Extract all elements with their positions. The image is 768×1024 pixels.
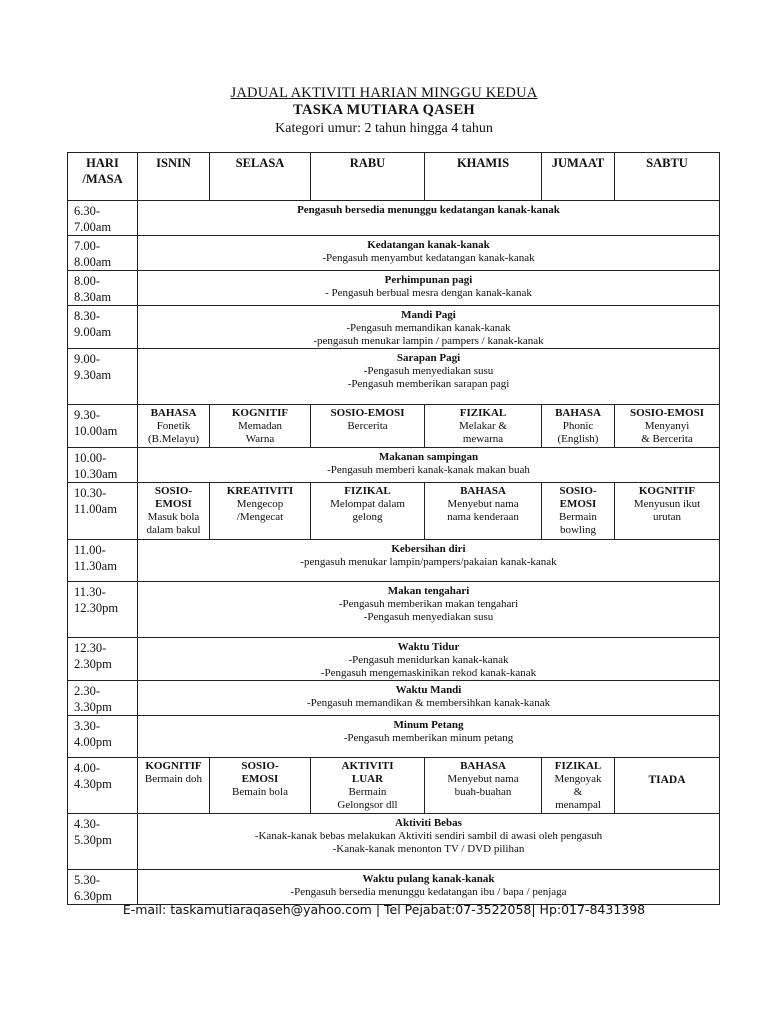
activity-desc: Gelongsor dll (337, 799, 398, 811)
activity-rabu (311, 758, 425, 814)
table-row (68, 638, 720, 681)
activity-khamis (425, 758, 542, 814)
activity-cell (138, 814, 720, 870)
activity-title: Waktu pulang kanak-kanak (362, 873, 495, 885)
activity-desc: bowling (559, 524, 597, 536)
activity-cell (138, 306, 720, 349)
activity-cell (138, 271, 720, 306)
activity-desc: mewarna (462, 433, 504, 445)
activity-desc: buah-buahan (454, 786, 512, 798)
activity-desc: /Mengecat (236, 511, 284, 523)
activity-desc: Phonic (562, 420, 594, 432)
activity-desc: (English) (557, 433, 599, 445)
header-row (68, 153, 720, 201)
table-row (68, 448, 720, 483)
activity-category: EMOSI (155, 498, 192, 510)
header-jumaat: JUMAAT (542, 153, 615, 201)
activity-desc: urutan (652, 511, 682, 523)
activity-desc: (B.Melayu) (147, 433, 199, 445)
activity-category: KREATIVITI (226, 485, 294, 497)
table-row (68, 236, 720, 271)
table-row (68, 758, 720, 814)
table-row (68, 201, 720, 236)
activity-category: KOGNITIF (638, 485, 696, 497)
header-hari-masa: HARI /MASA (68, 153, 138, 201)
activity-title: Aktiviti Bebas (395, 817, 462, 829)
time-cell: 9.00-9.30am (68, 349, 138, 405)
activity-desc: Menyebut nama (447, 498, 519, 510)
activity-category: TIADA (648, 774, 686, 786)
activity-sabtu (615, 758, 720, 814)
time-cell: 6.30-7.00am (68, 201, 138, 236)
time-cell: 12.30-2.30pm (68, 638, 138, 681)
activity-desc: Mengecop (236, 498, 284, 510)
activity-cell (138, 681, 720, 716)
activity-desc: Bemain bola (232, 786, 288, 798)
time-cell: 10.00-10.30am (68, 448, 138, 483)
activity-cell (138, 236, 720, 271)
document-title: JADUAL AKTIVITI HARIAN MINGGU KEDUA (230, 85, 538, 101)
activity-category: SOSIO-EMOSI (330, 407, 405, 419)
activity-line: -Pengasuh menyediakan susu (363, 365, 494, 377)
activity-desc: menampal (555, 799, 601, 811)
activity-rabu (311, 483, 425, 540)
activity-line: -Pengasuh memandikan & membersihkan kanak-kanak (306, 697, 551, 709)
activity-rabu (311, 405, 425, 448)
activity-selasa (210, 405, 311, 448)
activity-category: SOSIO-EMOSI (630, 407, 704, 419)
time-cell: 8.00-8.30am (68, 271, 138, 306)
time-cell: 2.30-3.30pm (68, 681, 138, 716)
activity-title: Perhimpunan pagi (384, 274, 473, 286)
table-row (68, 306, 720, 349)
activity-category: AKTIVITI (341, 760, 394, 772)
activity-desc: & (573, 786, 583, 798)
header-khamis: KHAMIS (425, 153, 542, 201)
activity-jumaat (542, 483, 615, 540)
activity-line: -Pengasuh menidurkan kanak-kanak (348, 654, 509, 666)
activity-desc: Bermain (348, 786, 387, 798)
activity-category: BAHASA (460, 760, 506, 772)
time-cell: 4.00-4.30pm (68, 758, 138, 814)
activity-category: LUAR (351, 773, 384, 785)
activity-line: -Pengasuh memberikan makan tengahari (338, 598, 519, 610)
activity-line: -Kanak-kanak menonton TV / DVD pilihan (332, 843, 525, 855)
activity-title: Makanan sampingan (378, 451, 479, 463)
activity-cell (138, 448, 720, 483)
header-selasa: SELASA (210, 153, 311, 201)
header-sabtu: SABTU (615, 153, 720, 201)
activity-title: Mandi Pagi (401, 309, 456, 321)
activity-desc: Menyanyi (644, 420, 690, 432)
time-cell: 3.30-4.00pm (68, 716, 138, 758)
activity-cell (138, 638, 720, 681)
activity-jumaat (542, 405, 615, 448)
activity-line: -Pengasuh menyediakan susu (363, 611, 494, 623)
activity-selasa (210, 758, 311, 814)
activity-isnin (138, 758, 210, 814)
activity-desc: Menyusun ikut (633, 498, 701, 510)
activity-line: -pengasuh menukar lampin / pampers / kanak-kanak (313, 335, 544, 347)
time-cell: 9.30-10.00am (68, 405, 138, 448)
activity-desc: Masuk bola (147, 511, 200, 523)
activity-desc: Melompat dalam (330, 498, 405, 510)
activity-cell (138, 349, 720, 405)
table-row (68, 483, 720, 540)
activity-desc: gelong (352, 511, 383, 523)
activity-desc: Memadan (238, 420, 282, 432)
activity-line: -Pengasuh menyambut kedatangan kanak-kanak (322, 252, 535, 264)
activity-cell (138, 716, 720, 758)
activity-selasa (210, 483, 311, 540)
time-cell: 11.30-12.30pm (68, 582, 138, 638)
activity-category: SOSIO- (241, 760, 279, 772)
time-cell: 5.30-6.30pm (68, 870, 138, 905)
time-cell: 8.30-9.00am (68, 306, 138, 349)
table-row (68, 349, 720, 405)
activity-category: KOGNITIF (145, 760, 202, 772)
activity-desc: Mengoyak (554, 773, 602, 785)
activity-title: Pengasuh bersedia menunggu kedatangan kanak-kanak (297, 204, 560, 216)
activity-category: SOSIO- (154, 485, 193, 497)
activity-desc: & Bercerita (641, 433, 693, 445)
table-row (68, 582, 720, 638)
activity-title: Waktu Tidur (397, 641, 460, 653)
activity-isnin (138, 405, 210, 448)
activity-category: KOGNITIF (231, 407, 289, 419)
activity-khamis (425, 405, 542, 448)
header-rabu: RABU (311, 153, 425, 201)
activity-cell (138, 870, 720, 905)
activity-desc: Warna (245, 433, 275, 445)
table-row (68, 540, 720, 582)
activity-title: Sarapan Pagi (396, 352, 461, 364)
table-row (68, 405, 720, 448)
activity-desc: Menyebut nama (447, 773, 519, 785)
activity-category: BAHASA (555, 407, 601, 419)
activity-cell (138, 582, 720, 638)
time-cell: 11.00-11.30am (68, 540, 138, 582)
activity-title: Waktu Mandi (395, 684, 462, 696)
age-category: Kategori umur: 2 tahun hingga 4 tahun (275, 121, 493, 136)
activity-category: SOSIO- (559, 485, 597, 497)
activity-desc: Melakar & (459, 420, 507, 432)
activity-cell (138, 201, 720, 236)
activity-line: -Pengasuh mengemaskinikan rekod kanak-kanak (320, 667, 537, 679)
table-row (68, 716, 720, 758)
activity-sabtu (615, 483, 720, 540)
activity-category: FIZIKAL (554, 760, 602, 772)
activity-desc: Fonetik (156, 420, 191, 432)
activity-desc: dalam bakul (146, 524, 201, 536)
activity-title: Makan tengahari (387, 585, 470, 597)
table-row (68, 271, 720, 306)
activity-line: -Pengasuh memberi kanak-kanak makan buah (327, 464, 530, 476)
time-cell: 7.00-8.00am (68, 236, 138, 271)
nursery-name: TASKA MUTIARA QASEH (293, 102, 475, 118)
activity-isnin (138, 483, 210, 540)
activity-category: EMOSI (559, 498, 597, 510)
activity-category: EMOSI (241, 773, 279, 785)
table-row (68, 870, 720, 905)
activity-category: BAHASA (460, 485, 506, 497)
activity-sabtu (615, 405, 720, 448)
time-cell: 10.30-11.00am (68, 483, 138, 540)
activity-category: FIZIKAL (344, 485, 391, 497)
activity-line: -Pengasuh memberikan sarapan pagi (347, 378, 510, 390)
activity-line: -pengasuh menukar lampin/pampers/pakaian kanak-kanak (300, 556, 557, 568)
header-isnin: ISNIN (138, 153, 210, 201)
activity-category: BAHASA (150, 407, 197, 419)
activity-desc: Bercerita (347, 420, 388, 432)
activity-line: -Pengasuh memandikan kanak-kanak (346, 322, 511, 334)
activity-jumaat (542, 758, 615, 814)
schedule-table (67, 152, 720, 905)
activity-line: -Pengasuh bersedia menunggu kedatangan ibu / bapa / penjaga (290, 886, 567, 898)
activity-cell (138, 540, 720, 582)
activity-desc: Bermain (559, 511, 597, 523)
activity-title: Minum Petang (393, 719, 464, 731)
table-row (68, 814, 720, 870)
activity-title: Kedatangan kanak-kanak (367, 239, 490, 251)
table-row (68, 681, 720, 716)
activity-title: Kebersihan diri (391, 543, 466, 555)
activity-desc: nama kenderaan (447, 511, 519, 523)
activity-khamis (425, 483, 542, 540)
time-cell: 4.30-5.30pm (68, 814, 138, 870)
activity-line: -Kanak-kanak bebas melakukan Aktiviti sendiri sambil di awasi oleh pengasuh (254, 830, 603, 842)
activity-line: -Pengasuh memberikan minum petang (343, 732, 514, 744)
activity-line: - Pengasuh berbual mesra dengan kanak-kanak (325, 287, 532, 299)
activity-desc: Bermain doh (144, 773, 203, 785)
contact-footer: E-mail: taskamutiaraqaseh@yahoo.com | Tel Pejabat:07-3522058| Hp:017-8431398 (122, 902, 646, 917)
activity-category: FIZIKAL (459, 407, 507, 419)
